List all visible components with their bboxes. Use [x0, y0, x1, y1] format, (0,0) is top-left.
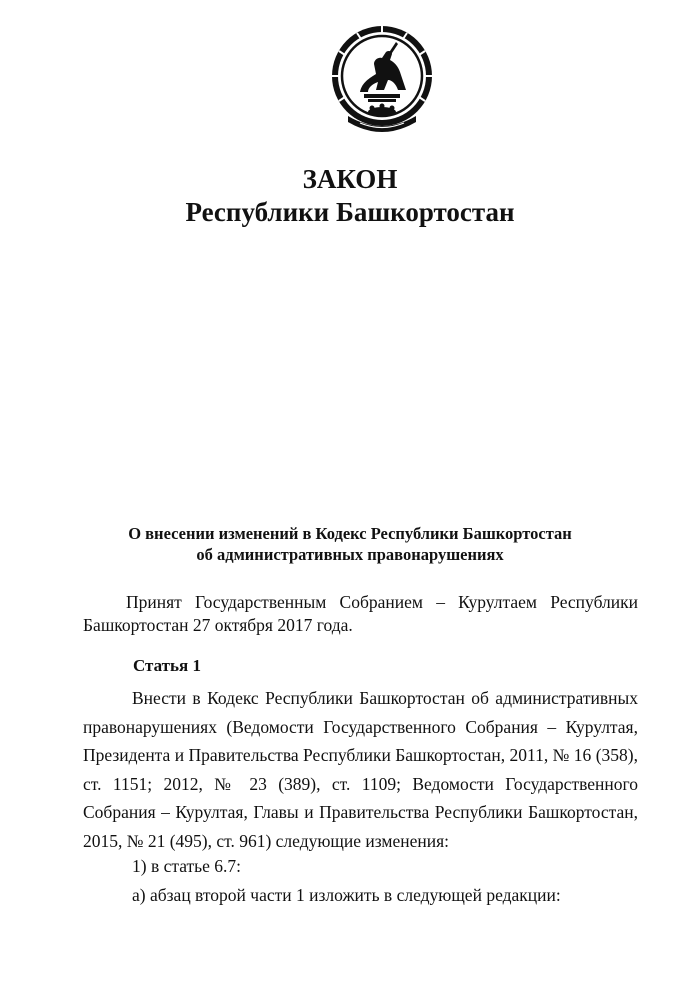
- coat-of-arms-icon: [330, 24, 434, 136]
- law-subject: [0, 523, 700, 565]
- law-subject-line-2: об административных правонарушениях: [196, 545, 504, 564]
- article-body: Внести в Кодекс Республики Башкортостан об административных правонарушениях (Ведомости Государственного Собрания – Курултая, Президента и Правительства Республики Башкортостан, 2011, № 16 (358), ст. 1151; 2012, № 23 (389), ст. 1109; Ведомости Государственного Собрания – Курултая, Главы и Правительства Республики Башкортостан, 2015, № 21 (495), ст. 961) следующие изменения:: [83, 688, 638, 851]
- article-heading: Статья 1: [133, 656, 201, 675]
- law-subject-line-1: О внесении изменений в Кодекс Республики Башкортостан: [128, 524, 572, 543]
- article-item-1: 1) в статье 6.7:: [132, 856, 242, 876]
- law-subtitle: Республики Башкортостан: [185, 197, 515, 227]
- adoption-statement: Принят Государственным Собранием – Курултаем Республики Башкортостан 27 октября 2017 года.: [83, 592, 638, 635]
- article-item-2: а) абзац второй части 1 изложить в следующей редакции:: [132, 885, 561, 905]
- law-title: ЗАКОН: [302, 164, 398, 194]
